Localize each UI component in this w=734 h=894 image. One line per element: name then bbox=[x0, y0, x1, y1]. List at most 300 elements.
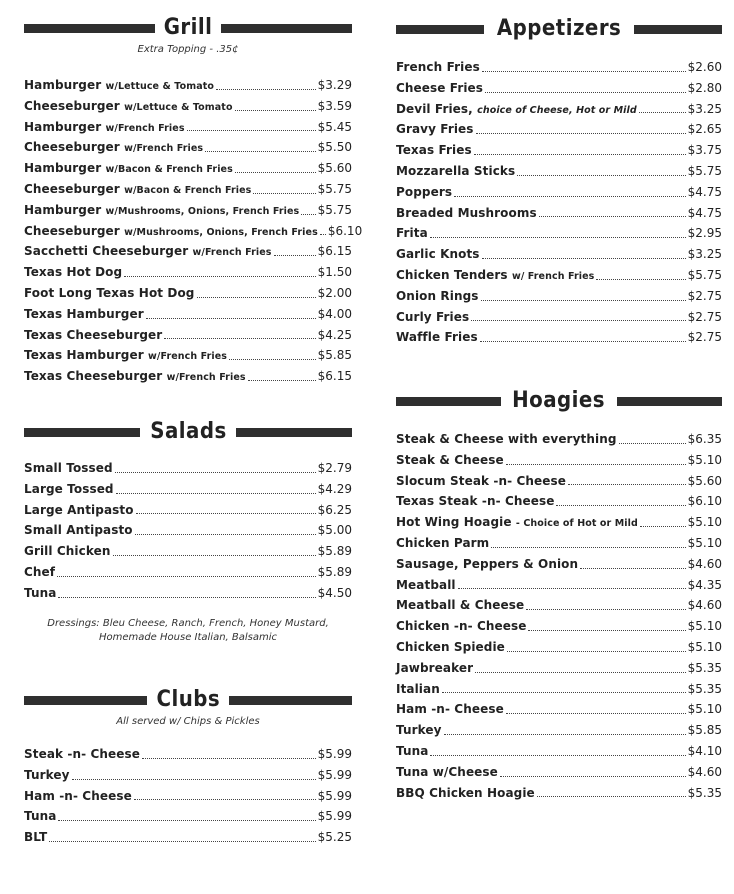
item-price: $5.85 bbox=[687, 723, 722, 738]
item-name bbox=[396, 119, 474, 140]
grill-header bbox=[24, 14, 352, 42]
item-title: Slocum Steak -n- Cheese bbox=[396, 473, 567, 488]
hoagies-section bbox=[396, 387, 722, 803]
hoagies-menu-item bbox=[396, 720, 722, 741]
item-description: w/Mushrooms, Onions, French Fries bbox=[124, 226, 318, 238]
salads-title: Salads bbox=[149, 419, 227, 444]
item-title: Hot Wing Hoagie bbox=[396, 515, 512, 530]
grill-menu-item bbox=[24, 96, 352, 117]
item-title: Texas Hamburger bbox=[24, 348, 144, 363]
item-name bbox=[396, 471, 566, 492]
item-price: $5.10 bbox=[687, 702, 722, 717]
dot-leader bbox=[430, 236, 686, 238]
dot-leader bbox=[229, 358, 316, 360]
salads-menu-item bbox=[24, 541, 352, 562]
item-title: Mozzarella Sticks bbox=[396, 163, 516, 178]
item-description: - Choice of Hot or Mild bbox=[515, 518, 638, 530]
item-title: Poppers bbox=[396, 184, 453, 199]
item-price: $2.00 bbox=[317, 285, 352, 300]
item-price: $2.79 bbox=[317, 461, 352, 475]
dot-leader bbox=[58, 819, 315, 821]
appetizers-menu-item bbox=[396, 57, 722, 78]
clubs-menu-item bbox=[24, 827, 352, 848]
item-price: $5.35 bbox=[687, 681, 722, 696]
item-title: Turkey bbox=[24, 767, 70, 782]
item-description: w/French Fries bbox=[124, 143, 204, 155]
salads-section bbox=[24, 418, 352, 645]
hoagies-menu-item bbox=[396, 616, 722, 637]
hoagies-menu-item bbox=[396, 783, 722, 804]
item-name bbox=[396, 491, 554, 512]
appetizers-section bbox=[396, 15, 722, 348]
item-title: Onion Rings bbox=[396, 288, 479, 303]
salads-menu-item bbox=[24, 458, 352, 479]
item-title: Hamburger bbox=[24, 78, 102, 92]
item-title: Cheeseburger bbox=[24, 140, 120, 155]
clubs-menu-item bbox=[24, 786, 352, 807]
dressings-note bbox=[24, 617, 352, 645]
grill-menu-item bbox=[24, 366, 352, 387]
item-price: $2.75 bbox=[687, 309, 722, 324]
header-rule bbox=[24, 428, 140, 437]
item-title: Small Tossed bbox=[24, 461, 113, 475]
item-title: Steak & Cheese with everything bbox=[396, 432, 617, 446]
dot-leader bbox=[164, 337, 315, 339]
dot-leader bbox=[640, 525, 686, 527]
dot-leader bbox=[517, 174, 685, 176]
item-price: $6.25 bbox=[317, 502, 352, 517]
item-price: $5.50 bbox=[317, 140, 352, 155]
item-name bbox=[24, 827, 47, 848]
item-title: Ham -n- Cheese bbox=[396, 702, 504, 717]
dot-leader bbox=[320, 233, 326, 235]
appetizers-items bbox=[396, 57, 722, 348]
item-price: $1.50 bbox=[317, 265, 352, 280]
item-title: Large Antipasto bbox=[24, 502, 134, 517]
item-price: $6.35 bbox=[687, 432, 722, 446]
clubs-items bbox=[24, 744, 352, 848]
item-price: $2.60 bbox=[687, 60, 722, 74]
item-title: Breaded Mushrooms bbox=[396, 205, 537, 220]
item-price: $5.10 bbox=[687, 515, 722, 530]
item-description: w/French Fries bbox=[192, 247, 272, 259]
item-title: Cheeseburger bbox=[24, 181, 120, 196]
item-name bbox=[396, 783, 535, 804]
hoagies-menu-item bbox=[396, 699, 722, 720]
item-price: $3.25 bbox=[687, 101, 722, 116]
item-title: Hamburger bbox=[24, 161, 102, 176]
dot-leader bbox=[235, 171, 316, 173]
grill-menu-item bbox=[24, 158, 352, 179]
item-title: Turkey bbox=[396, 723, 442, 738]
item-description: w/French Fries bbox=[166, 372, 246, 384]
item-name bbox=[396, 554, 578, 575]
item-name bbox=[24, 744, 140, 765]
item-name bbox=[24, 262, 122, 283]
item-name bbox=[24, 283, 195, 304]
grill-menu-item bbox=[24, 283, 352, 304]
item-price: $3.29 bbox=[317, 78, 352, 92]
dot-leader bbox=[58, 596, 315, 598]
appetizers-menu-item bbox=[396, 286, 722, 307]
item-description: w/Bacon & French Fries bbox=[105, 164, 233, 176]
item-price: $2.65 bbox=[687, 122, 722, 137]
item-name bbox=[396, 286, 479, 307]
appetizers-menu-item bbox=[396, 244, 722, 265]
item-title: BLT bbox=[24, 830, 48, 845]
dot-leader bbox=[619, 442, 686, 444]
appetizers-menu-item bbox=[396, 161, 722, 182]
item-description: w/French Fries bbox=[105, 122, 185, 134]
grill-menu-item bbox=[24, 325, 352, 346]
appetizers-menu-item bbox=[396, 78, 722, 99]
dot-leader bbox=[528, 629, 685, 631]
hoagies-menu-item bbox=[396, 679, 722, 700]
item-price: $6.10 bbox=[687, 494, 722, 509]
item-name bbox=[396, 699, 504, 720]
dot-leader bbox=[142, 757, 316, 759]
item-price: $5.25 bbox=[317, 830, 352, 845]
grill-section bbox=[24, 14, 363, 387]
item-title: Cheeseburger bbox=[24, 98, 120, 113]
grill-subtitle: Extra Topping - .35¢ bbox=[137, 44, 239, 55]
hoagies-menu-item bbox=[396, 533, 722, 554]
hoagies-menu-item bbox=[396, 658, 722, 679]
item-title: Steak -n- Cheese bbox=[24, 747, 140, 761]
item-title: Waffle Fries bbox=[396, 330, 478, 345]
item-price: $5.99 bbox=[317, 747, 352, 761]
dot-leader bbox=[116, 492, 316, 494]
item-name bbox=[396, 429, 617, 450]
header-rule bbox=[236, 428, 352, 437]
appetizers-menu-item bbox=[396, 182, 722, 203]
item-title: Tuna bbox=[24, 809, 57, 824]
item-name bbox=[24, 200, 299, 223]
item-title: Sausage, Peppers & Onion bbox=[396, 556, 579, 571]
item-name bbox=[24, 241, 272, 264]
item-name bbox=[24, 75, 214, 98]
item-price: $5.10 bbox=[687, 639, 722, 654]
item-price: $2.95 bbox=[687, 226, 722, 241]
appetizers-menu-item bbox=[396, 327, 722, 348]
item-title: BBQ Chicken Hoagie bbox=[396, 785, 535, 800]
item-name bbox=[24, 479, 114, 500]
dot-leader bbox=[72, 778, 316, 780]
header-rule bbox=[24, 696, 147, 705]
item-name bbox=[24, 541, 111, 562]
salads-menu-item bbox=[24, 562, 352, 583]
item-title: Texas Steak -n- Cheese bbox=[396, 494, 555, 509]
item-description: w/Mushrooms, Onions, French Fries bbox=[105, 205, 300, 217]
item-name bbox=[396, 762, 498, 783]
hoagies-menu-item bbox=[396, 762, 722, 783]
item-name bbox=[24, 583, 56, 604]
item-title: Italian bbox=[396, 681, 440, 696]
item-name bbox=[396, 78, 483, 99]
item-description: w/ French Fries bbox=[511, 270, 595, 282]
item-name bbox=[396, 57, 480, 78]
item-name bbox=[24, 304, 144, 325]
grill-menu-item bbox=[24, 262, 352, 283]
item-title: Tuna bbox=[24, 585, 57, 600]
item-price: $5.10 bbox=[687, 452, 722, 467]
item-price: $2.80 bbox=[687, 80, 722, 95]
item-price: $4.60 bbox=[687, 764, 722, 779]
item-price: $4.35 bbox=[687, 577, 722, 592]
dot-leader bbox=[568, 483, 686, 485]
dot-leader bbox=[507, 650, 686, 652]
item-name bbox=[24, 96, 233, 119]
dressings-line-2: Homemade House Italian, Balsamic bbox=[98, 631, 278, 643]
item-name bbox=[396, 658, 473, 679]
dot-leader bbox=[506, 463, 686, 465]
item-name bbox=[24, 345, 227, 368]
clubs-section bbox=[24, 686, 352, 848]
item-title: Devil Fries, bbox=[396, 101, 473, 116]
item-price: $4.10 bbox=[687, 743, 722, 758]
item-name bbox=[24, 179, 251, 202]
dot-leader bbox=[639, 111, 686, 113]
grill-menu-item bbox=[24, 75, 352, 96]
salads-menu-item bbox=[24, 479, 352, 500]
appetizers-title: Appetizers bbox=[496, 16, 622, 41]
item-name bbox=[24, 786, 132, 807]
hoagies-menu-item bbox=[396, 637, 722, 658]
grill-menu-item bbox=[24, 241, 352, 262]
item-name bbox=[24, 562, 55, 583]
dot-leader bbox=[235, 109, 316, 111]
hoagies-menu-item bbox=[396, 554, 722, 575]
item-price: $5.75 bbox=[687, 267, 722, 282]
item-price: $5.75 bbox=[317, 202, 352, 217]
clubs-subtitle: All served w/ Chips & Pickles bbox=[116, 716, 260, 727]
item-price: $4.25 bbox=[317, 327, 352, 342]
item-title: French Fries bbox=[396, 60, 480, 74]
dot-leader bbox=[458, 587, 686, 589]
item-name bbox=[24, 325, 162, 346]
dot-leader bbox=[442, 691, 686, 693]
item-price: $4.60 bbox=[687, 556, 722, 571]
item-price: $5.75 bbox=[317, 181, 352, 196]
item-name bbox=[396, 616, 526, 637]
item-name bbox=[396, 512, 638, 535]
item-title: Texas Cheeseburger bbox=[24, 327, 163, 342]
clubs-menu-item bbox=[24, 765, 352, 786]
hoagies-menu-item bbox=[396, 450, 722, 471]
grill-menu-item bbox=[24, 179, 352, 200]
item-price: $5.89 bbox=[317, 564, 352, 579]
dot-leader bbox=[556, 504, 685, 506]
item-title: Texas Hot Dog bbox=[24, 265, 123, 280]
header-rule bbox=[221, 24, 352, 33]
item-title: Curly Fries bbox=[396, 309, 470, 324]
item-title: Cheeseburger bbox=[24, 223, 120, 238]
item-name bbox=[396, 327, 478, 348]
dot-leader bbox=[537, 795, 686, 797]
grill-title: Grill bbox=[163, 15, 213, 40]
item-price: $6.15 bbox=[317, 369, 352, 384]
dot-leader bbox=[580, 567, 685, 569]
item-title: Texas Fries bbox=[396, 143, 472, 158]
item-title: Meatball & Cheese bbox=[396, 598, 525, 613]
item-price: $5.60 bbox=[687, 473, 722, 488]
dot-leader bbox=[454, 195, 686, 197]
item-price: $5.60 bbox=[317, 161, 352, 176]
dot-leader bbox=[482, 70, 686, 72]
grill-menu-item bbox=[24, 345, 352, 366]
dot-leader bbox=[146, 317, 316, 319]
item-name bbox=[396, 244, 480, 265]
grill-menu-item bbox=[24, 117, 352, 138]
dressings-line-1: Dressings: Bleu Cheese, Ranch, French, Honey Mustard, bbox=[47, 617, 329, 629]
item-title: Tuna bbox=[396, 743, 429, 758]
item-price: $4.60 bbox=[687, 598, 722, 613]
grill-menu-item bbox=[24, 221, 363, 242]
item-description: choice of Cheese, Hot or Mild bbox=[477, 104, 637, 116]
item-title: Large Tossed bbox=[24, 481, 114, 496]
item-name bbox=[24, 520, 133, 541]
item-name bbox=[396, 161, 515, 182]
dot-leader bbox=[500, 775, 686, 777]
dot-leader bbox=[539, 215, 686, 217]
clubs-title: Clubs bbox=[156, 687, 220, 712]
item-title: Tuna w/Cheese bbox=[396, 764, 498, 779]
appetizers-menu-item bbox=[396, 307, 722, 328]
item-name bbox=[396, 720, 442, 741]
item-price: $5.35 bbox=[687, 660, 722, 675]
item-price: $4.00 bbox=[317, 306, 352, 321]
item-name bbox=[24, 117, 185, 140]
dot-leader bbox=[475, 671, 686, 673]
salads-menu-item bbox=[24, 583, 352, 604]
item-price: $5.99 bbox=[317, 788, 352, 803]
item-name bbox=[396, 223, 428, 244]
salads-items bbox=[24, 458, 352, 604]
appetizers-menu-item bbox=[396, 119, 722, 140]
item-name bbox=[396, 637, 505, 658]
hoagies-items bbox=[396, 429, 722, 803]
item-title: Jawbreaker bbox=[396, 660, 474, 675]
dot-leader bbox=[49, 840, 315, 842]
item-price: $5.10 bbox=[687, 535, 722, 550]
salads-menu-item bbox=[24, 500, 352, 521]
hoagies-menu-item bbox=[396, 741, 722, 762]
clubs-menu-item bbox=[24, 744, 352, 765]
item-description: w/Lettuce & Tomato bbox=[105, 81, 215, 92]
header-rule bbox=[229, 696, 352, 705]
dot-leader bbox=[491, 546, 685, 548]
item-name bbox=[24, 500, 134, 521]
dot-leader bbox=[216, 88, 316, 90]
dot-leader bbox=[248, 379, 316, 381]
item-name bbox=[396, 595, 524, 616]
dot-leader bbox=[205, 150, 316, 152]
item-name bbox=[396, 140, 472, 161]
hoagies-header bbox=[396, 387, 722, 415]
dot-leader bbox=[526, 608, 685, 610]
item-title: Chicken Tenders bbox=[396, 267, 508, 282]
hoagies-title: Hoagies bbox=[512, 388, 606, 413]
appetizers-menu-item bbox=[396, 203, 722, 224]
item-name bbox=[24, 765, 70, 786]
header-rule bbox=[396, 25, 484, 34]
item-price: $5.75 bbox=[687, 163, 722, 178]
salads-header bbox=[24, 418, 352, 446]
hoagies-menu-item bbox=[396, 595, 722, 616]
item-name bbox=[396, 450, 504, 471]
header-rule bbox=[24, 24, 155, 33]
dot-leader bbox=[124, 275, 315, 277]
item-title: Hamburger bbox=[24, 119, 102, 134]
item-title: Ham -n- Cheese bbox=[24, 788, 132, 803]
dot-leader bbox=[596, 278, 685, 280]
grill-menu-item bbox=[24, 137, 352, 158]
item-price: $5.45 bbox=[317, 119, 352, 134]
dot-leader bbox=[430, 754, 685, 756]
item-title: Chicken Parm bbox=[396, 535, 490, 550]
item-title: Chef bbox=[24, 564, 56, 579]
dot-leader bbox=[506, 712, 686, 714]
item-name bbox=[396, 265, 594, 288]
item-name bbox=[396, 533, 489, 554]
dot-leader bbox=[187, 129, 316, 131]
appetizers-menu-item bbox=[396, 99, 722, 120]
item-title: Grill Chicken bbox=[24, 544, 111, 559]
item-name bbox=[24, 458, 113, 479]
hoagies-menu-item bbox=[396, 471, 722, 492]
appetizers-header bbox=[396, 15, 722, 43]
item-description: w/Lettuce & Tomato bbox=[124, 101, 233, 113]
dot-leader bbox=[253, 192, 315, 194]
item-title: Frita bbox=[396, 226, 428, 241]
dot-leader bbox=[471, 319, 685, 321]
dot-leader bbox=[115, 471, 316, 473]
item-price: $5.89 bbox=[317, 544, 352, 559]
item-title: Texas Hamburger bbox=[24, 306, 144, 321]
header-rule bbox=[617, 397, 722, 406]
dot-leader bbox=[197, 296, 316, 298]
item-title: Hamburger bbox=[24, 202, 102, 217]
item-name bbox=[396, 307, 469, 328]
item-price: $5.99 bbox=[317, 809, 352, 824]
dot-leader bbox=[136, 512, 316, 514]
item-price: $5.10 bbox=[687, 619, 722, 634]
item-title: Sacchetti Cheeseburger bbox=[24, 244, 189, 259]
item-name bbox=[396, 99, 637, 122]
item-title: Small Antipasto bbox=[24, 523, 133, 538]
appetizers-menu-item bbox=[396, 265, 722, 286]
item-price: $3.25 bbox=[687, 247, 722, 262]
item-name bbox=[24, 366, 246, 389]
dot-leader bbox=[485, 91, 686, 93]
item-title: Chicken Spiedie bbox=[396, 639, 505, 654]
dot-leader bbox=[134, 798, 316, 800]
hoagies-menu-item bbox=[396, 429, 722, 450]
hoagies-menu-item bbox=[396, 491, 722, 512]
hoagies-menu-item bbox=[396, 575, 722, 596]
item-price: $4.75 bbox=[687, 205, 722, 220]
appetizers-menu-item bbox=[396, 140, 722, 161]
dot-leader bbox=[274, 254, 316, 256]
item-price: $4.75 bbox=[687, 184, 722, 199]
item-price: $5.99 bbox=[317, 767, 352, 782]
item-price: $5.85 bbox=[317, 348, 352, 363]
dot-leader bbox=[444, 733, 686, 735]
item-title: Gravy Fries bbox=[396, 122, 474, 137]
item-price: $4.50 bbox=[317, 585, 352, 600]
dot-leader bbox=[113, 554, 316, 556]
grill-menu-item bbox=[24, 200, 352, 221]
